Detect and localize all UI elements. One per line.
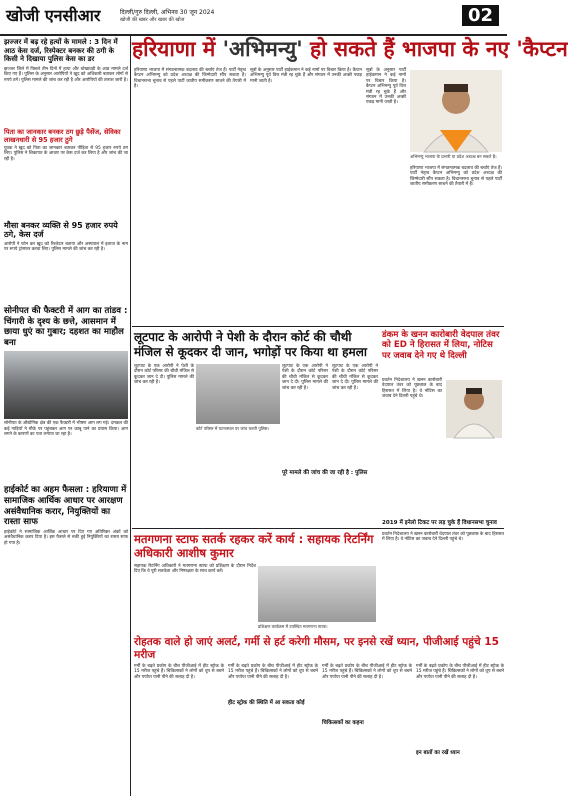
story-body: गर्मी के बढ़ते प्रकोप के बीच पीजीआई में हीट स्ट्रोक के 15 मरीज पहुंचे हैं। चिकित्सकों ने लोगों को धूप से बचने और पर्याप्त पानी पीने की सलाह दी है।	[416, 664, 504, 680]
story-headline: मतगणना स्टाफ सतर्क रहकर करें कार्य : सहायक रिटर्निंग अधिकारी आशीष कुमार	[134, 532, 374, 560]
photo-caption: अभिमन्यु भाजपा के प्रभारी या प्रदेश अध्यक्ष बन सकते हैं।	[410, 154, 497, 159]
story-headline: रोहतक वाले हो जाएं अलर्ट, गर्मी से हर्ट करेगी मौसम, पर इनसे रखें ध्यान, पीजीआई पहुंचे 15 मरीज	[134, 636, 499, 661]
story-subhead: चिकित्सकों का कहना	[322, 720, 412, 726]
story-subhead: हीट स्ट्रोक की स्थिति में आ सकता कोई	[228, 700, 318, 706]
story-body: प्रवर्तन निदेशालय ने खनन कारोबारी वेदपाल तंवर को पूछताछ के बाद हिरासत में लिया है। वे नोटिस का जवाब देने दिल्ली पहुंचे थे।	[382, 378, 442, 400]
story-body: लूटपाट के एक आरोपी ने पेशी के दौरान कोर्ट परिसर की चौथी मंजिल से कूदकर जान दे दी। पुलिस मामले की जांच कर रही है।	[282, 364, 328, 391]
story-headline: हाईकोर्ट का अहम फैसला : हरियाणा में सामाजिक आर्थिक आधार पर आरक्षण असंवैधानिक करार, नियुक्तियों का रास्ता साफ	[4, 485, 127, 528]
left-column	[4, 38, 128, 798]
story-headline: लूटपाट के आरोपी ने पेशी के दौरान कोर्ट की चौथी मंजिल से कूदकर दी जान, भगोड़ों पर किया था हमला	[134, 330, 367, 359]
story-subhead: इन बातों का रखें ध्यान	[416, 750, 504, 756]
portrait-icon	[446, 380, 502, 438]
main-story-body: हरियाणा भाजपा में संगठनात्मक बदलाव की चर्चाएं तेज हैं। पार्टी नेतृत्व कैप्टन अभिमन्यु को प्रदेश अध्यक्ष की जिम्मेदारी सौंप सकता है। विधानसभा चुनाव से पहले पार्टी जातीय समीकरण साधने की तैयारी में है।	[410, 166, 502, 188]
story-body: युवक ने खुद को पिता का जानकार बताकर पीड़िता से 95 हजार रुपये ठग लिए। पुलिस ने शिकायत के आधार पर केस दर्ज कर लिया है और जांच की जा रही है।	[4, 145, 128, 162]
main-story-body: सूत्रों के अनुसार पार्टी हाईकमान ने कई नामों पर विचार किया है। कैप्टन अभिमन्यु पूर्व वित्त मंत्री रह चुके हैं और संगठन में उनकी अच्छी पकड़ मानी जाती है।	[250, 68, 362, 84]
story-body: लूटपाट के एक आरोपी ने पेशी के दौरान कोर्ट परिसर की चौथी मंजिल से कूदकर जान दे दी। पुलिस मामले की जांच कर रही है।	[134, 364, 194, 386]
politician-photo	[410, 70, 502, 152]
photo-caption: प्रशिक्षण कार्यक्रम में उपस्थित मतगणना स्टाफ।	[258, 624, 328, 629]
story-body: लूटपाट के एक आरोपी ने पेशी के दौरान कोर्ट परिसर की चौथी मंजिल से कूदकर जान दे दी। पुलिस मामले की जांच कर रही है।	[332, 364, 378, 391]
main-headline-part: हरियाणा में	[132, 37, 216, 61]
story-body: सहायक रिटर्निंग अधिकारी ने मतगणना स्टाफ को प्रशिक्षण के दौरान निर्देश दिए कि वे पूरी सतर्कता और निष्पक्षता के साथ कार्य करें।	[134, 564, 256, 575]
story-subhead: पूरे मामले की जांच की जा रही है : पुलिस	[282, 470, 368, 476]
column-divider	[130, 36, 131, 796]
story-body: गर्मी के बढ़ते प्रकोप के बीच पीजीआई में हीट स्ट्रोक के 15 मरीज पहुंचे हैं। चिकित्सकों ने लोगों को धूप से बचने और पर्याप्त पानी पीने की सलाह दी है।	[134, 664, 224, 680]
story-subhead: 2019 में इनेलो टिकट पर लड़ चुके हैं विधानसभा चुनाव	[382, 520, 497, 526]
publication-title: खोजी एनसीआर	[6, 6, 101, 25]
main-headline-part: हो सकते हैं भाजपा के नए 'कैप्टन	[309, 37, 568, 61]
story-body: गर्मी के बढ़ते प्रकोप के बीच पीजीआई में हीट स्ट्रोक के 15 मरीज पहुंचे हैं। चिकित्सकों ने लोगों को धूप से बचने और पर्याप्त पानी पीने की सलाह दी है।	[322, 664, 412, 680]
story-headline: मौसा बनकर व्यक्ति से 95 हजार रुपये ठगे, केस दर्ज	[4, 220, 118, 240]
story-body: झज्जर जिले में पिछले तीन दिनों में हत्या और धोखाधड़ी के आठ मामले दर्ज किए गए हैं। पुलिस के अनुसार आरोपियों ने खुद को अधिकारी बताकर लोगों से रुपये ठगे। पुलिस मामले की जांच कर रही है और आरोपियों की तलाश जारी है।	[4, 66, 128, 83]
section-divider	[132, 528, 504, 529]
story-body: प्रवर्तन निदेशालय ने खनन कारोबारी वेदपाल तंवर को पूछताछ के बाद हिरासत में लिया है। वे नोटिस का जवाब देने दिल्ली पहुंचे थे।	[382, 532, 504, 543]
photo-caption: कोर्ट परिसर में घटनास्थल पर जांच करती पुलिस।	[196, 426, 270, 431]
court-photo	[196, 364, 280, 424]
story-body: सोनीपत के औद्योगिक क्षेत्र की एक फैक्टरी में भीषण आग लग गई। दमकल की कई गाड़ियों ने मौके पर पहुंचकर आग पर काबू पाने का प्रयास किया। आग लगने के कारणों का पता लगाया जा रहा है।	[4, 421, 128, 438]
main-headline	[132, 36, 568, 62]
factory-fire-photo	[4, 351, 128, 419]
page-number: 02	[462, 5, 499, 26]
story-body: गर्मी के बढ़ते प्रकोप के बीच पीजीआई में हीट स्ट्रोक के 15 मरीज पहुंचे हैं। चिकित्सकों ने लोगों को धूप से बचने और पर्याप्त पानी पीने की सलाह दी है।	[228, 664, 318, 680]
publication-date: दिल्ली/गुरु दिल्ली, अभिनव 30 जून 2024	[120, 9, 215, 16]
story-headline: झज्जर में बढ़ रहे हत्यों के मामले : 3 दिन में आठ केस दर्ज, रिस्पेक्टर बनकर की ठगी के किसी ने दिखाया पुलिस केस का डर	[4, 38, 118, 64]
main-story-body: हरियाणा भाजपा में संगठनात्मक बदलाव की चर्चाएं तेज हैं। पार्टी नेतृत्व कैप्टन अभिमन्यु को प्रदेश अध्यक्ष की जिम्मेदारी सौंप सकता है। विधानसभा चुनाव से पहले पार्टी जातीय समीकरण साधने की तैयारी में है।	[134, 68, 246, 90]
main-headline-quote: 'अभिमन्यु'	[222, 37, 303, 61]
businessman-photo	[446, 380, 502, 438]
main-story-body: सूत्रों के अनुसार पार्टी हाईकमान ने कई नामों पर विचार किया है। कैप्टन अभिमन्यु पूर्व वित्त मंत्री रह चुके हैं और संगठन में उनकी अच्छी पकड़ मानी जाती है।	[366, 68, 406, 106]
publication-tagline: खोजी की खबर और खबर की खोज	[120, 17, 185, 23]
story-body: आरोपी ने फोन कर खुद को रिश्तेदार बताया और अस्पताल में इलाज के नाम पर रुपये ट्रांसफर करवा लिए। पुलिस मामले की जांच कर रही है।	[4, 241, 128, 253]
story-body: हाईकोर्ट ने सामाजिक आर्थिक आधार पर दिए गए अतिरिक्त अंकों को असंवैधानिक करार दिया है। इस फैसले से रुकी हुई नियुक्तियों का रास्ता साफ हो गया है।	[4, 529, 128, 546]
section-divider	[132, 326, 504, 327]
training-photo	[258, 566, 376, 622]
story-headline: डंकम के खनन कारोबारी वेदपाल तंवर को ED ने हिरासत में लिया, नोटिस पर जवाब देने गए थे दिल्ली	[382, 330, 500, 361]
story-headline: सोनीपत की फैक्टरी में आग का तांडव : चिंगारी के दृश्य के छत्ते, आसमान में छाया धुएं का गुबार; दहशत का माहौल बना	[4, 305, 128, 348]
masthead	[0, 0, 507, 36]
portrait-icon	[410, 70, 502, 152]
story-headline: पिता का जानकार बनकर ठग छुड़े पैसेंज, सेविका लाखनधारी से 95 हजार ठुगे	[4, 127, 121, 144]
